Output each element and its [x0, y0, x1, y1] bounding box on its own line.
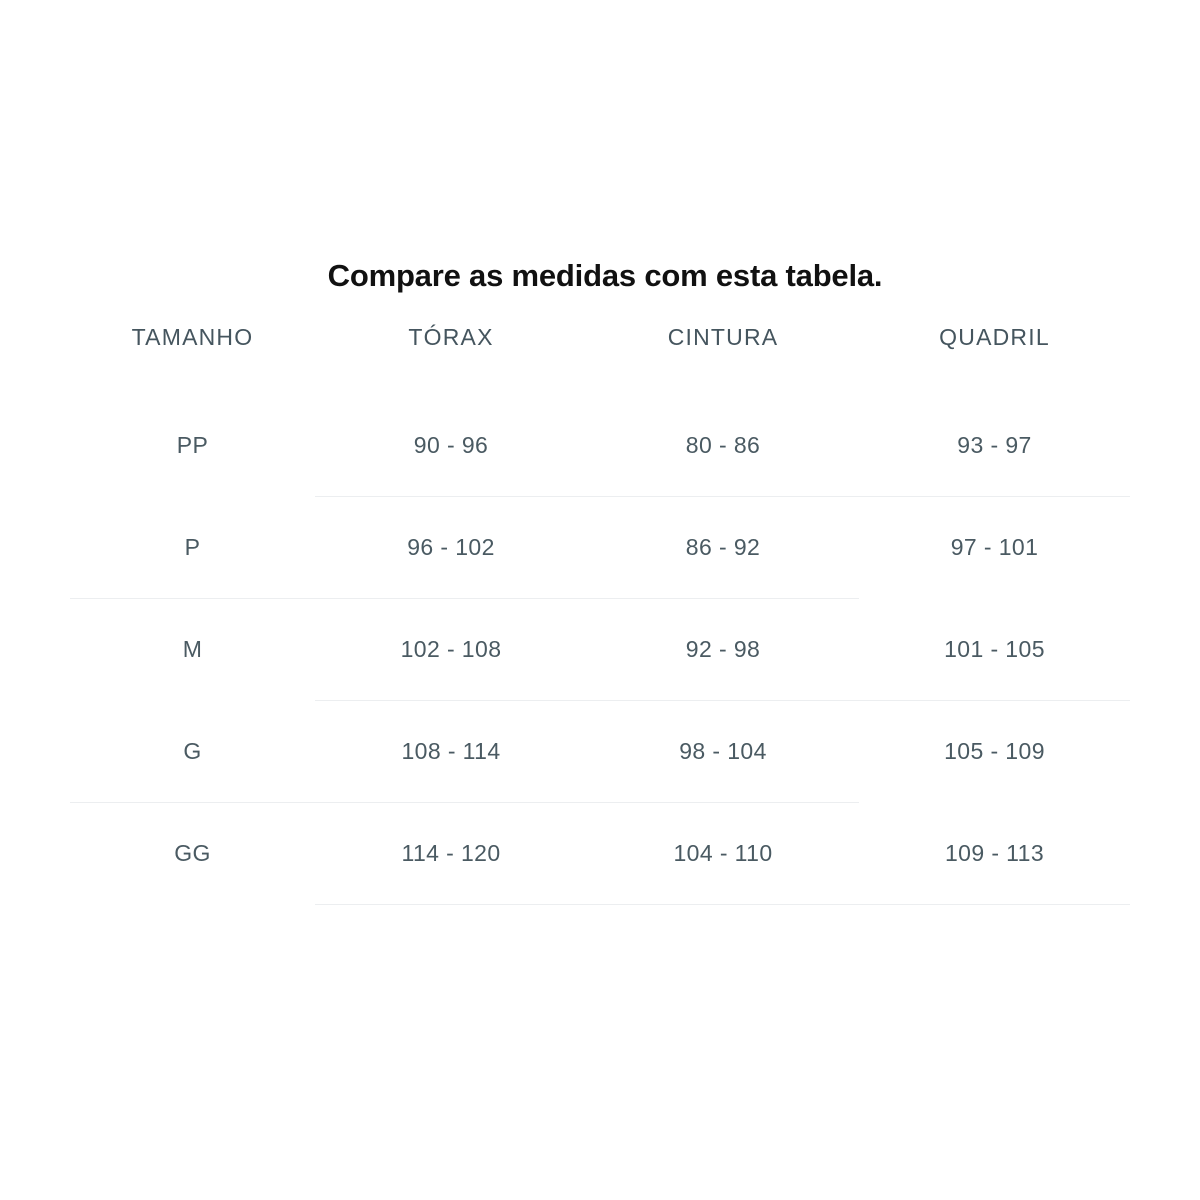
- cell-size: M: [182, 636, 203, 662]
- cell-torax: 114 - 120: [315, 803, 587, 905]
- page-title: Compare as medidas com esta tabela.: [327, 258, 883, 293]
- table-row: [70, 599, 1130, 701]
- cell-cintura: 104 - 110: [587, 803, 859, 905]
- cell-quadril: 105 - 109: [944, 738, 1045, 764]
- cell-quadril: 109 - 113: [859, 803, 1130, 905]
- size-chart: [0, 258, 1200, 905]
- cell-quadril: 93 - 97: [859, 395, 1130, 497]
- measurements-table: [70, 318, 1130, 905]
- cell-torax: 96 - 102: [315, 497, 587, 599]
- cell-cintura: 98 - 104: [587, 701, 859, 803]
- column-header-cintura: CINTURA: [667, 324, 779, 350]
- cell-torax: 108 - 114: [315, 701, 587, 803]
- cell-size: GG: [174, 840, 211, 866]
- column-header-quadril: QUADRIL: [939, 324, 1050, 350]
- table-row: [70, 497, 1130, 599]
- cell-cintura: 80 - 86: [587, 395, 859, 497]
- cell-size: G: [70, 701, 315, 803]
- cell-torax: 102 - 108: [315, 599, 587, 701]
- cell-torax: 90 - 96: [315, 395, 587, 497]
- table-row: [70, 803, 1130, 905]
- cell-size: P: [70, 497, 315, 599]
- column-header-tamanho: TAMANHO: [131, 324, 254, 350]
- cell-quadril: 101 - 105: [859, 599, 1130, 701]
- cell-size: PP: [176, 432, 209, 458]
- table-row: [70, 701, 1130, 803]
- cell-quadril: 97 - 101: [950, 534, 1039, 560]
- table-header-row: [70, 318, 1130, 395]
- cell-cintura: 92 - 98: [587, 599, 859, 701]
- cell-cintura: 86 - 92: [587, 497, 859, 599]
- table-row: [70, 395, 1130, 497]
- table-body: [70, 395, 1130, 905]
- table-header: [70, 318, 1130, 395]
- column-header-torax: TÓRAX: [408, 324, 494, 350]
